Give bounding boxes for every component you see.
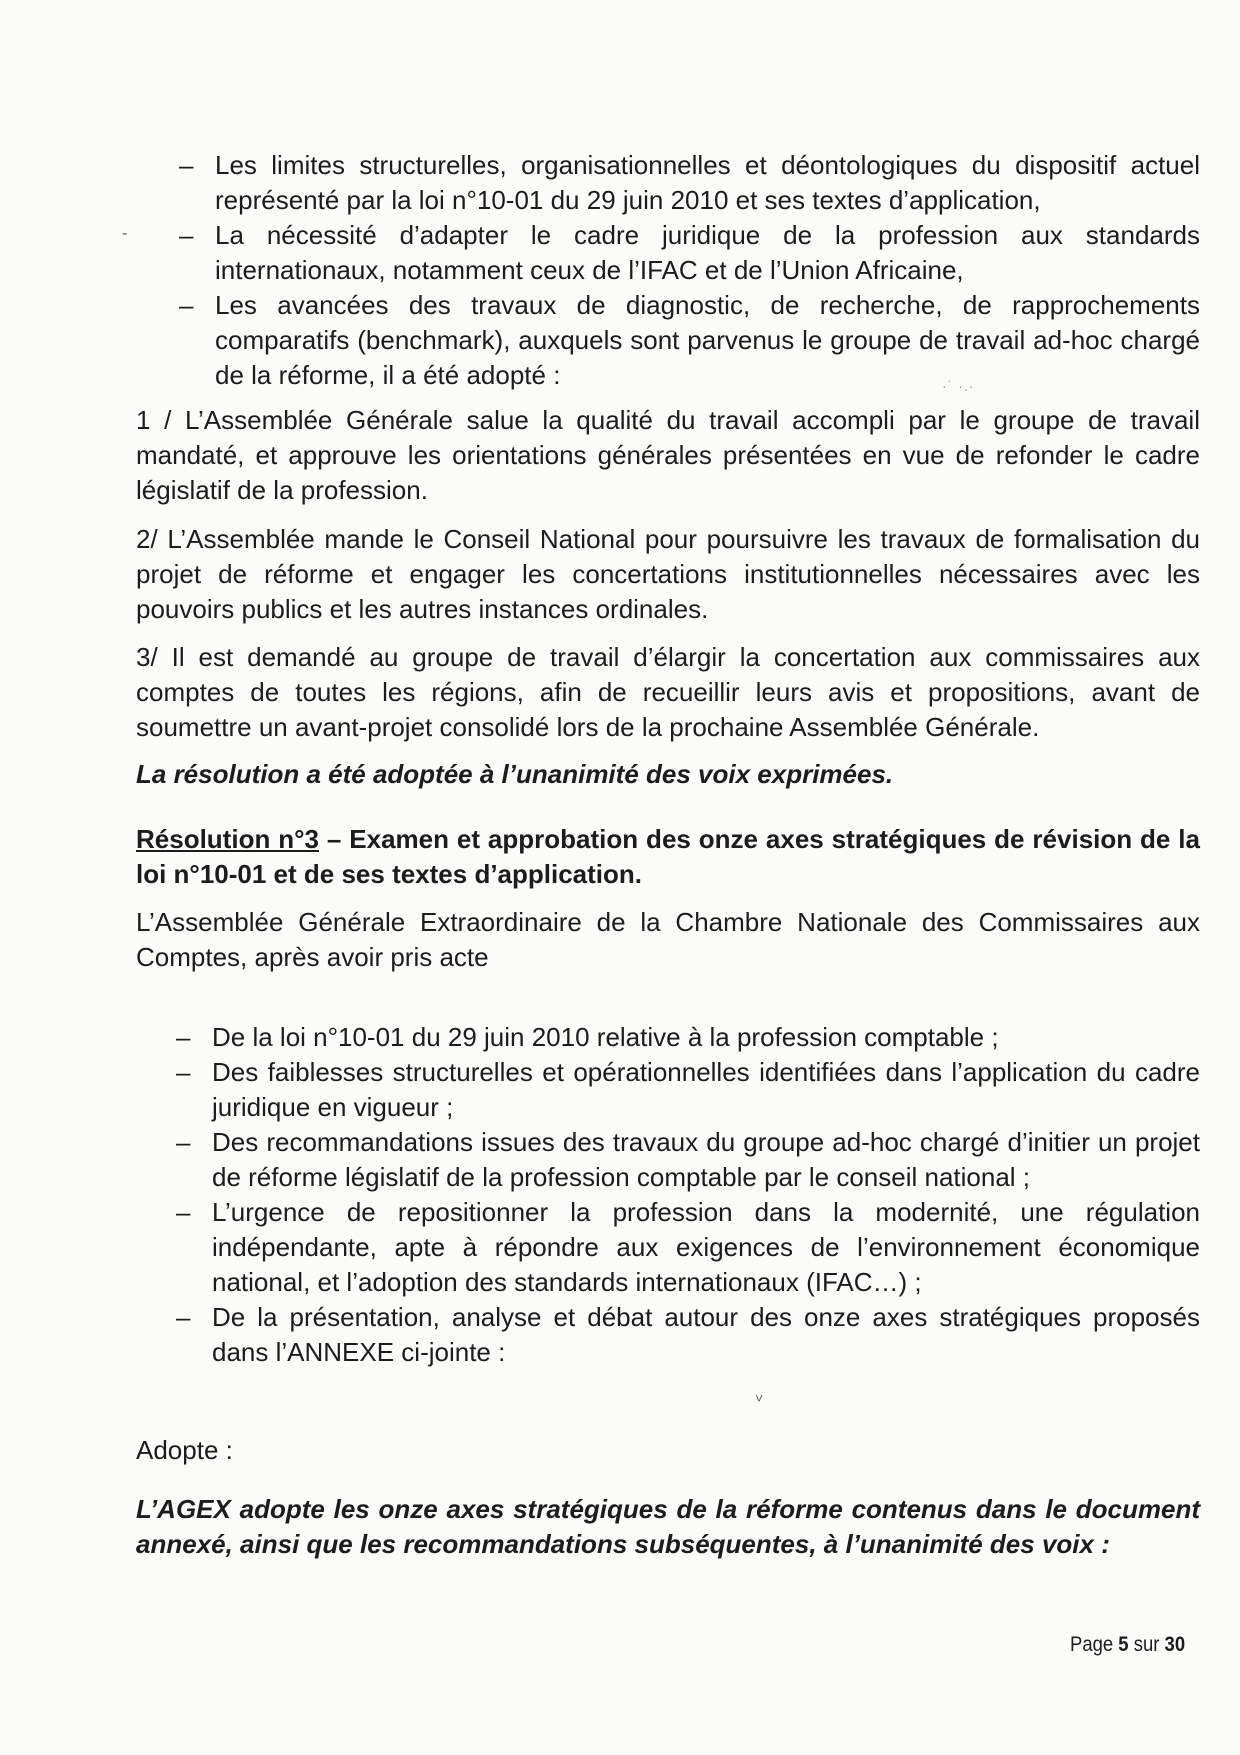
list-item-text: De la présentation, analyse et débat autour des onze axes stratégiques proposés dans l’ANNEXE ci-jointe : xyxy=(212,1302,1200,1367)
list-item xyxy=(179,288,1200,393)
resolution-adopted-statement: La résolution a été adoptée à l’unanimité des voix exprimées. xyxy=(136,759,894,789)
list-dash: – xyxy=(176,1057,191,1087)
list-item xyxy=(176,1020,1200,1055)
paragraph-1: 1 / L’Assemblée Générale salue la qualité du travail accompli par le groupe de travail mandaté, et approuve les orientations générales présentées en vue de refonder le cadre législatif de la profession. xyxy=(136,405,1200,505)
resolution-3-considerations-list xyxy=(176,1020,1200,1370)
resolution-3-heading xyxy=(136,822,1200,892)
list-dash: – xyxy=(179,290,194,320)
paragraph-2: 2/ L’Assemblée mande le Conseil National pour poursuivre les travaux de formalisation du projet de réforme et engager les concertations institutionnelles nécessaires avec les pouvoirs publics et les autres instances ordinales. xyxy=(136,524,1200,624)
list-item-text: Les avancées des travaux de diagnostic, de recherche, de rapprochements comparatifs (benchmark), auxquels sont parvenus le groupe de travail ad-hoc chargé de la réforme, il a été adopté : xyxy=(215,290,1200,390)
list-item-text: Les limites structurelles, organisationnelles et déontologiques du dispositif actuel représenté par la loi n°10-01 du 29 juin 2010 et ses textes d’application, xyxy=(215,150,1200,215)
page-word: Page xyxy=(1070,1633,1114,1656)
acknowledgement-list xyxy=(179,148,1200,393)
list-dash: – xyxy=(176,1197,191,1227)
list-item xyxy=(176,1055,1200,1125)
scan-smudge: ·˙ ·.· xyxy=(942,378,975,394)
list-item xyxy=(176,1195,1200,1300)
scan-smudge: ˅ xyxy=(755,1390,764,1406)
resolution-3-intro: L’Assemblée Générale Extraordinaire de la Chambre Nationale des Commissaires aux Comptes, après avoir pris acte xyxy=(136,907,1200,972)
resolution-3-label: Résolution n°3 xyxy=(136,824,319,854)
list-item xyxy=(179,218,1200,288)
list-item xyxy=(179,148,1200,218)
adopte-label: Adopte : xyxy=(136,1435,233,1465)
agex-conclusion: L’AGEX adopte les onze axes stratégiques de la réforme contenus dans le document annexé, ainsi que les recommandations subséquentes, à l’unanimité des voix : xyxy=(136,1494,1200,1559)
margin-scan-mark: - xyxy=(122,225,128,242)
list-dash: – xyxy=(176,1127,191,1157)
list-item-text: De la loi n°10-01 du 29 juin 2010 relative à la profession comptable ; xyxy=(212,1022,999,1052)
paragraph-3: 3/ Il est demandé au groupe de travail d’élargir la concertation aux commissaires aux comptes de toutes les régions, afin de recueillir leurs avis et propositions, avant de soumettre un avant-projet consolidé lors de la prochaine Assemblée Générale. xyxy=(136,642,1200,742)
list-dash: – xyxy=(179,150,194,180)
list-item xyxy=(176,1125,1200,1195)
list-item-text: L’urgence de repositionner la profession dans la modernité, une régulation indépendante, apte à répondre aux exigences de l’environnement économique national, et l’adoption des standards internationaux (IFAC…) ; xyxy=(212,1197,1200,1297)
sur-word: sur xyxy=(1133,1633,1160,1656)
page-number: 5 xyxy=(1118,1633,1129,1656)
list-item-text: Des recommandations issues des travaux du groupe ad-hoc chargé d’initier un projet de réforme législatif de la profession comptable par le conseil national ; xyxy=(212,1127,1200,1192)
page-footer xyxy=(1070,1632,1185,1658)
list-item xyxy=(176,1300,1200,1370)
resolution-3-title: – Examen et approbation des onze axes stratégiques de révision de la loi n°10-01 et de ses textes d’application. xyxy=(136,824,1200,889)
list-item-text: Des faiblesses structurelles et opérationnelles identifiées dans l’application du cadre juridique en vigueur ; xyxy=(212,1057,1200,1122)
list-dash: – xyxy=(179,220,194,250)
list-dash: – xyxy=(176,1022,191,1052)
list-dash: – xyxy=(176,1302,191,1332)
total-pages: 30 xyxy=(1164,1633,1186,1656)
list-item-text: La nécessité d’adapter le cadre juridique de la profession aux standards internationaux, notamment ceux de l’IFAC et de l’Union Africaine, xyxy=(215,220,1200,285)
